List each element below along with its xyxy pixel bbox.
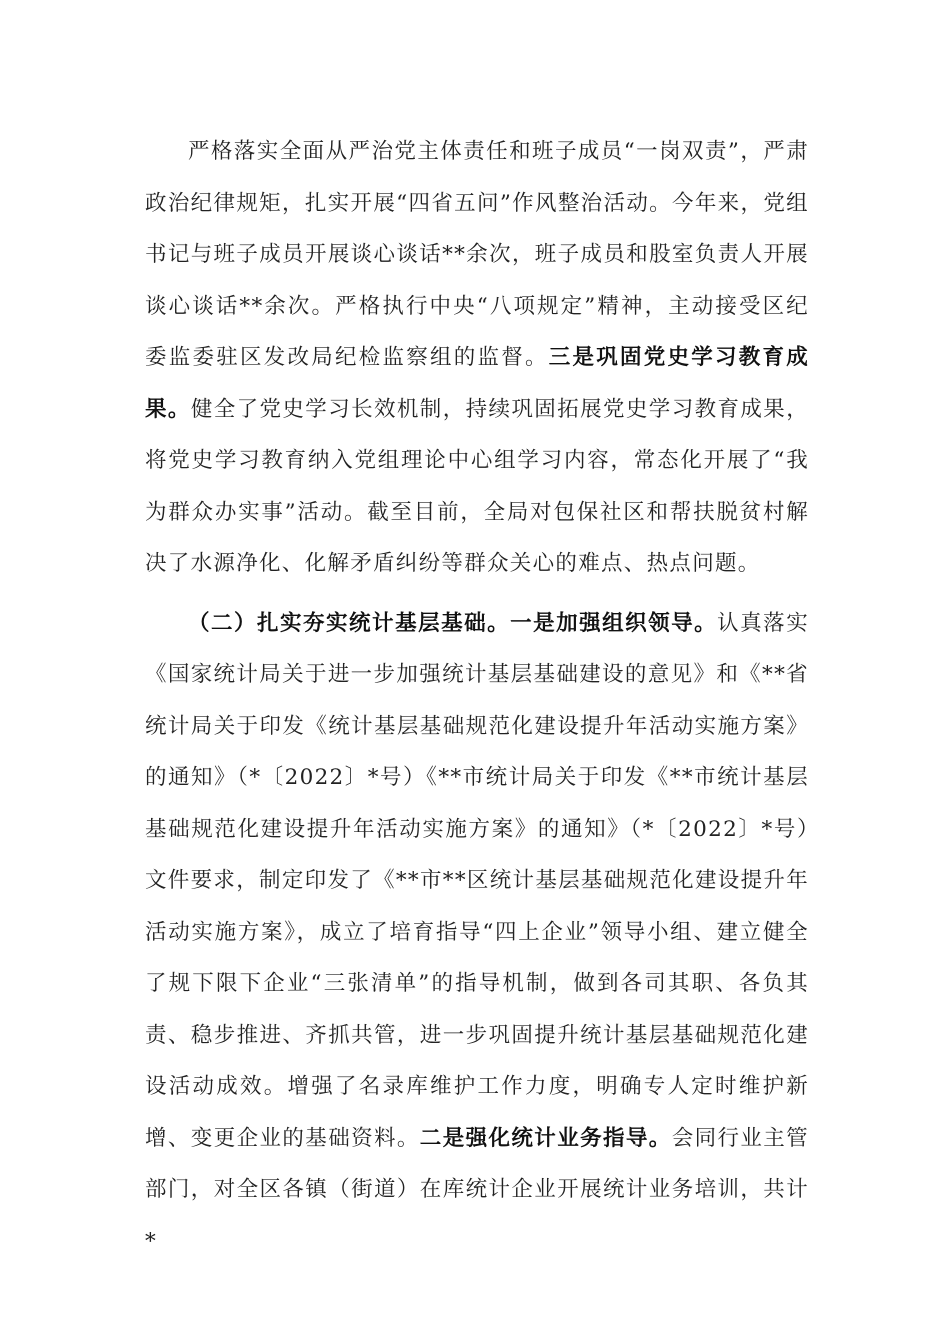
document-body — [145, 126, 809, 1267]
bold-heading-business-guidance: 二是强化统计业务指导。 — [419, 1125, 672, 1151]
paragraph-text: 健全了党史学习长效机制，持续巩固拓展党史学习教育成果，将党史学习教育纳入党组理论中心组学习内容，常态化开展了“我为群众办实事”活动。截至目前，全局对包保社区和帮扶脱贫村解决了水源净化、化解矛盾纠纷等群众关心的难点、热点问题。 — [145, 396, 809, 576]
paragraph-text: 严格落实全面从严治党主体责任和班子成员“一岗双责”，严肃政治纪律规矩，扎实开展“四省五问”作风整治活动。今年来，党组书记与班子成员开展谈心谈话**余次，班子成员和股室负责人开展谈心谈话**余次。严格执行中央“八项规定”精神，主动接受区纪委监委驻区发改局纪检监察组的监督。 — [145, 139, 809, 370]
paragraph-party-discipline — [145, 126, 809, 590]
paragraph-text: 会同行业主管部门，对全区各镇（街道）在库统计企业开展统计业务培训，共计* — [145, 1125, 809, 1254]
bold-heading-party-history: 三是巩固党史学习教育成果。 — [145, 345, 809, 422]
paragraph-statistics-foundation — [145, 598, 809, 1268]
paragraph-text: 认真落实《国家统计局关于进一步加强统计基层基础建设的意见》和《**省统计局关于印发《统计基层基础规范化建设提升年活动实施方案》的通知》（*〔2022〕*号）《**市统计局关于印发《**市统计基层基础规范化建设提升年活动实施方案》的通知》（*〔2022〕*号）文件要求，制定印发了《**市**区统计基层基础规范化建设提升年活动实施方案》，成立了培育指导“四上企业”领导小组、建立健全了规下限下企业“三张清单”的指导机制，做到各司其职、各负其责、稳步推进、齐抓共管，进一步巩固提升统计基层基础规范化建设活动成效。增强了名录库维护工作力度，明确专人定时维护新增、变更企业的基础资料。 — [145, 610, 809, 1151]
section-heading-statistics: （二）扎实夯实统计基层基础。一是加强组织领导。 — [188, 610, 718, 636]
